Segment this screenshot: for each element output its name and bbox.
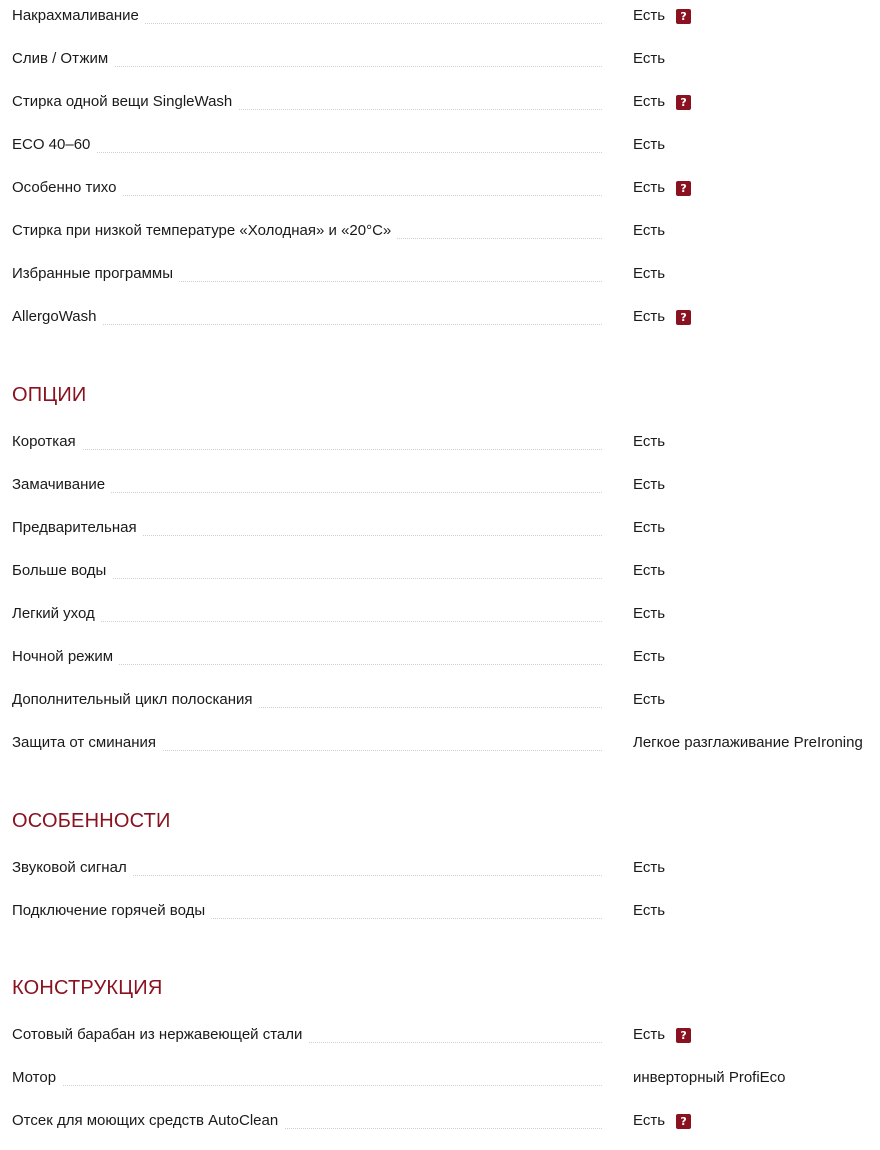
spec-row <box>12 426 880 469</box>
spec-value-text: Есть <box>633 433 666 450</box>
help-icon[interactable]: ? <box>676 310 691 325</box>
spec-value-text: Есть <box>633 1112 666 1129</box>
spec-name: ECO 40–60 <box>12 129 96 155</box>
spec-name: Подключение горячей воды <box>12 895 211 921</box>
leader-dots <box>12 449 602 450</box>
spec-value <box>633 92 691 112</box>
section-header <box>12 809 880 852</box>
help-icon[interactable]: ? <box>676 95 691 110</box>
spec-name: Избранные программы <box>12 258 179 284</box>
spec-row <box>12 1105 880 1148</box>
spec-name: Звуковой сигнал <box>12 852 133 878</box>
spec-name: Стирка при низкой температуре «Холодная» и «20°C» <box>12 215 397 241</box>
spec-row <box>12 86 880 129</box>
spec-value-text: Есть <box>633 308 666 325</box>
spec-value <box>633 49 665 69</box>
spec-list <box>12 0 880 1148</box>
spec-name: Стирка одной вещи SingleWash <box>12 86 238 112</box>
spec-value-text: Есть <box>633 562 666 579</box>
section-title: ОСОБЕННОСТИ <box>12 810 171 832</box>
spec-value <box>633 901 665 921</box>
spec-value <box>633 733 863 753</box>
spec-name: Слив / Отжим <box>12 43 114 69</box>
spec-value <box>633 1025 691 1045</box>
spec-row <box>12 1019 880 1062</box>
spec-name: Накрахмаливание <box>12 0 145 26</box>
spec-row <box>12 258 880 301</box>
spec-value <box>633 264 665 284</box>
spec-value <box>633 561 665 581</box>
spec-row <box>12 895 880 938</box>
help-icon[interactable]: ? <box>676 9 691 24</box>
spec-name: Сотовый барабан из нержавеющей стали <box>12 1019 308 1045</box>
spec-value-text: инверторный ProfiEco <box>633 1069 786 1086</box>
section-title: ОПЦИИ <box>12 384 87 406</box>
spec-name: Замачивание <box>12 469 111 495</box>
spec-row <box>12 469 880 512</box>
spec-value-text: Есть <box>633 136 666 153</box>
spec-value-text: Есть <box>633 519 666 536</box>
section-header <box>12 383 880 426</box>
spec-value-text: Есть <box>633 691 666 708</box>
spec-name: Дополнительный цикл полоскания <box>12 684 258 710</box>
spec-value-text: Есть <box>633 605 666 622</box>
spec-row <box>12 215 880 258</box>
section-title: КОНСТРУКЦИЯ <box>12 977 163 999</box>
spec-value-text: Легкое разглаживание PreIroning <box>633 734 863 751</box>
spec-value <box>633 178 691 198</box>
spec-value <box>633 432 665 452</box>
help-icon[interactable]: ? <box>676 1028 691 1043</box>
spec-value <box>633 475 665 495</box>
spec-value-text: Есть <box>633 859 666 876</box>
spec-row <box>12 727 880 770</box>
spec-value <box>633 518 665 538</box>
programs-section <box>12 0 880 344</box>
spec-value <box>633 221 665 241</box>
spec-value-text: Есть <box>633 7 666 24</box>
spec-row <box>12 129 880 172</box>
spec-name: AllergoWash <box>12 301 102 327</box>
section-spacer <box>12 938 880 976</box>
spec-value-text: Есть <box>633 902 666 919</box>
spec-value <box>633 1068 786 1088</box>
spec-value <box>633 604 665 624</box>
construction-section <box>12 976 880 1148</box>
spec-name: Защита от сминания <box>12 727 162 753</box>
spec-name: Предварительная <box>12 512 143 538</box>
spec-value <box>633 307 691 327</box>
help-icon[interactable]: ? <box>676 1114 691 1129</box>
spec-row <box>12 43 880 86</box>
spec-value <box>633 647 665 667</box>
spec-value <box>633 690 665 710</box>
spec-name: Легкий уход <box>12 598 101 624</box>
spec-value-text: Есть <box>633 50 666 67</box>
spec-row <box>12 301 880 344</box>
spec-name: Отсек для моющих средств AutoClean <box>12 1105 284 1131</box>
spec-value-text: Есть <box>633 1026 666 1043</box>
leader-dots <box>12 1085 602 1086</box>
spec-row <box>12 641 880 684</box>
spec-value-text: Есть <box>633 476 666 493</box>
spec-name: Ночной режим <box>12 641 119 667</box>
spec-value-text: Есть <box>633 179 666 196</box>
spec-row <box>12 1062 880 1105</box>
options-section <box>12 383 880 770</box>
section-spacer <box>12 770 880 809</box>
spec-value-text: Есть <box>633 222 666 239</box>
spec-value-text: Есть <box>633 93 666 110</box>
spec-row <box>12 512 880 555</box>
spec-value <box>633 1111 691 1131</box>
spec-value-text: Есть <box>633 648 666 665</box>
spec-value <box>633 6 691 26</box>
section-header <box>12 976 880 1019</box>
spec-row <box>12 555 880 598</box>
spec-row <box>12 598 880 641</box>
spec-value <box>633 135 665 155</box>
spec-row <box>12 172 880 215</box>
help-icon[interactable]: ? <box>676 181 691 196</box>
spec-name: Короткая <box>12 426 82 452</box>
features-section <box>12 809 880 938</box>
spec-row <box>12 852 880 895</box>
spec-row <box>12 684 880 727</box>
spec-name: Больше воды <box>12 555 112 581</box>
section-spacer <box>12 344 880 383</box>
spec-name: Особенно тихо <box>12 172 122 198</box>
spec-row <box>12 0 880 43</box>
leader-dots <box>12 152 602 153</box>
spec-name: Мотор <box>12 1062 62 1088</box>
spec-value-text: Есть <box>633 265 666 282</box>
spec-value <box>633 858 665 878</box>
